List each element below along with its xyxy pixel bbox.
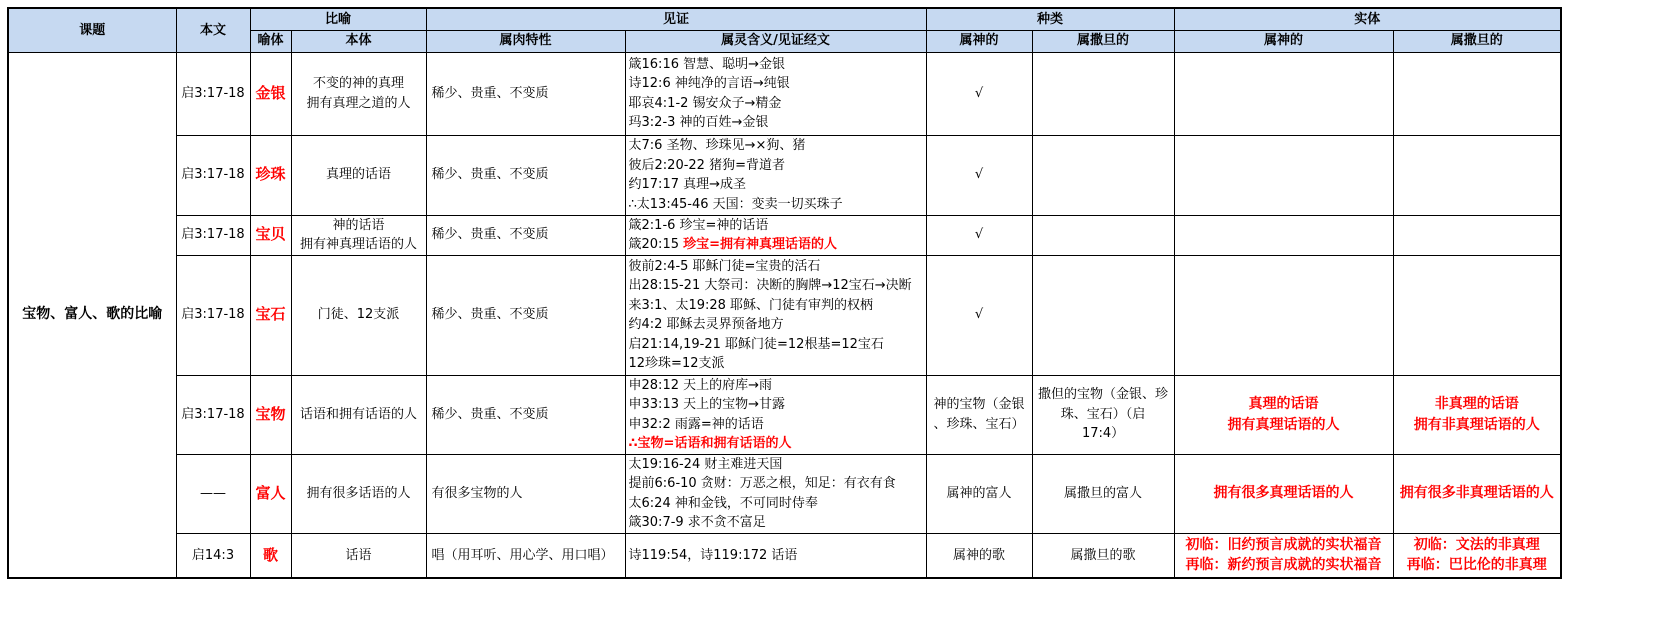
entity-god-cell — [1174, 135, 1393, 215]
table-row — [8, 135, 1561, 215]
table-row — [8, 533, 1561, 578]
text-cell: 启3:17-18 — [176, 375, 250, 454]
header-kind: 种类 — [926, 8, 1174, 30]
header-text: 本文 — [176, 8, 250, 52]
entity-god-cell — [1174, 52, 1393, 135]
verse-line: 箴16:16 智慧、聪明→金银 — [628, 56, 786, 72]
vehicle-cell: 歌 — [250, 533, 291, 578]
header-testimony: 见证 — [426, 8, 926, 30]
tenor-cell — [291, 375, 426, 454]
tenor-line: 拥有真理之道的人 — [306, 95, 411, 111]
text-cell: 启3:17-18 — [176, 255, 250, 375]
vehicle-cell: 金银 — [250, 52, 291, 135]
kind-satan-cell — [1032, 52, 1174, 135]
fleshly-cell: 稀少、贵重、不变质 — [426, 52, 625, 135]
tenor-line: 话语 — [345, 547, 372, 563]
table-row — [8, 454, 1561, 533]
fleshly-cell: 稀少、贵重、不变质 — [426, 255, 625, 375]
verses-cell — [625, 454, 926, 533]
fleshly-cell: 有很多宝物的人 — [426, 454, 625, 533]
entity-god-cell — [1174, 255, 1393, 375]
verse-line: 彼前2:4-5 耶稣门徒=宝贵的活石 — [628, 258, 821, 274]
kind-line: 属神的富人 — [946, 485, 1012, 501]
verse-line: 申28:12 天上的府库→雨 — [628, 377, 773, 393]
tenor-line: 神的话语 — [332, 217, 385, 233]
entity-line: 非真理的话语 — [1434, 396, 1519, 412]
verse-line: 来3:1、太19:28 耶稣、门徒有审判的权柄 — [628, 297, 874, 313]
verse-line: ∴太13:45-46 天国：变卖一切买珠子 — [628, 196, 843, 212]
check-mark: √ — [974, 85, 984, 101]
fleshly-cell: 稀少、贵重、不变质 — [426, 215, 625, 255]
table-row — [8, 375, 1561, 454]
kind-line: 17:4） — [1081, 426, 1125, 442]
tenor-cell — [291, 454, 426, 533]
entity-god-cell — [1174, 375, 1393, 454]
verse-line: 申33:13 天上的宝物→甘露 — [628, 397, 786, 412]
entity-line: 再临：新约预言成就的实状福音 — [1185, 557, 1382, 574]
parable-table — [7, 7, 1562, 579]
verse-line: 12珍珠=12支派 — [628, 356, 725, 371]
fleshly-cell: 稀少、贵重、不变质 — [426, 135, 625, 215]
entity-satan-cell — [1393, 375, 1561, 454]
entity-god-cell — [1174, 454, 1393, 533]
verses-cell — [625, 533, 926, 578]
kind-god-cell — [926, 375, 1032, 454]
topic-cell: 宝物、富人、歌的比喻 — [8, 52, 176, 578]
check-mark: √ — [974, 167, 984, 183]
text-cell: 启14:3 — [176, 533, 250, 578]
header-metaphor: 比喻 — [250, 8, 426, 30]
kind-line: 属神的歌 — [953, 547, 1006, 563]
kind-god-cell — [926, 135, 1032, 215]
kind-line: 属撒旦的富人 — [1064, 485, 1143, 501]
verses-cell — [625, 135, 926, 215]
tenor-cell — [291, 215, 426, 255]
verse-line: 诗119:54，诗119:172 话语 — [628, 547, 798, 563]
header-entity: 实体 — [1174, 8, 1561, 30]
verse-line: 玛3:2-3 神的百姓→金银 — [628, 115, 769, 130]
kind-satan-cell — [1032, 215, 1174, 255]
table-row — [8, 255, 1561, 375]
tenor-cell — [291, 52, 426, 135]
verse-line: 箴30:7-9 求不贪不富足 — [628, 515, 766, 530]
tenor-line: 话语和拥有话语的人 — [300, 406, 418, 422]
verse-line: 耶哀4:1-2 锡安众子→精金 — [628, 95, 782, 111]
entity-line: 再临：巴比伦的非真理 — [1406, 557, 1547, 574]
header-tenor: 本体 — [291, 30, 426, 52]
kind-satan-cell — [1032, 454, 1174, 533]
vehicle-cell: 宝贝 — [250, 215, 291, 255]
text-cell: 启3:17-18 — [176, 52, 250, 135]
entity-god-cell — [1174, 533, 1393, 578]
kind-line: 属撒旦的歌 — [1070, 547, 1136, 563]
text-cell: 启3:17-18 — [176, 135, 250, 215]
check-mark: √ — [974, 227, 984, 243]
entity-line: 拥有很多非真理话语的人 — [1399, 485, 1554, 502]
vehicle-cell: 宝物 — [250, 375, 291, 454]
vehicle-cell: 富人 — [250, 454, 291, 533]
verse-line — [629, 235, 923, 255]
verse-line: 出28:15-21 大祭司：决断的胸牌→12宝石→决断 — [628, 278, 912, 293]
entity-line: 拥有真理话语的人 — [1227, 416, 1340, 433]
entity-satan-cell — [1393, 255, 1561, 375]
verse-line: 约4:2 耶稣去灵界预备地方 — [628, 317, 784, 332]
entity-satan-cell — [1393, 135, 1561, 215]
tenor-line: 门徒、12支派 — [317, 307, 400, 323]
kind-line: 、珍珠、宝石） — [933, 416, 1025, 432]
vehicle-cell: 宝石 — [250, 255, 291, 375]
entity-god-cell — [1174, 215, 1393, 255]
header-kind-god: 属神的 — [926, 30, 1032, 52]
entity-line: 初临：旧约预言成就的实状福音 — [1185, 536, 1382, 553]
tenor-line: 不变的神的真理 — [313, 76, 405, 91]
entity-satan-cell — [1393, 215, 1561, 255]
entity-line: 拥有很多真理话语的人 — [1213, 485, 1354, 502]
fleshly-cell: 唱（用耳听、用心学、用口唱） — [426, 533, 625, 578]
verse-line: 约17:17 真理→成圣 — [628, 177, 747, 192]
header-entity-satan: 属撒旦的 — [1393, 30, 1561, 52]
verses-cell — [625, 255, 926, 375]
verses-cell — [625, 215, 926, 255]
kind-satan-cell — [1032, 375, 1174, 454]
kind-satan-cell — [1032, 255, 1174, 375]
header-entity-god: 属神的 — [1174, 30, 1393, 52]
header-fleshly: 属肉特性 — [426, 30, 625, 52]
verse-line: 太7:6 圣物、珍珠见→×狗、猪 — [628, 138, 806, 153]
verse-line: 太19:16-24 财主难进天国 — [628, 456, 783, 472]
verse-line: 提前6:6-10 贪财：万恶之根，知足：有衣有食 — [628, 476, 896, 491]
entity-satan-cell — [1393, 52, 1561, 135]
verse-line: 箴2:1-6 珍宝=神的话语 — [628, 217, 769, 233]
tenor-cell — [291, 255, 426, 375]
check-mark: √ — [974, 307, 984, 323]
kind-god-cell — [926, 533, 1032, 578]
verse-line: 彼后2:20-22 猪狗=背道者 — [628, 157, 785, 173]
header-topic: 课题 — [8, 8, 176, 52]
verses-cell — [625, 375, 926, 454]
verse-reference: 箴20:15 — [628, 237, 684, 252]
entity-line: 初临：文法的非真理 — [1413, 536, 1540, 553]
entity-line: 真理的话语 — [1248, 396, 1319, 412]
kind-satan-cell — [1032, 135, 1174, 215]
tenor-line: 真理的话语 — [326, 167, 392, 183]
text-cell: 启3:17-18 — [176, 215, 250, 255]
header-vehicle: 喻体 — [250, 30, 291, 52]
kind-line: 神的宝物（金银 — [933, 397, 1025, 412]
kind-god-cell — [926, 255, 1032, 375]
fleshly-cell: 稀少、贵重、不变质 — [426, 375, 625, 454]
header-kind-satan: 属撒旦的 — [1032, 30, 1174, 52]
entity-satan-cell — [1393, 454, 1561, 533]
kind-god-cell — [926, 52, 1032, 135]
kind-line: 撒但的宝物（金银、珍 — [1038, 387, 1169, 403]
tenor-cell — [291, 135, 426, 215]
table-row — [8, 215, 1561, 255]
header-spiritual: 属灵含义/见证经文 — [625, 30, 926, 52]
kind-god-cell — [926, 215, 1032, 255]
verse-line: 申32:2 雨露=神的话语 — [628, 416, 764, 432]
tenor-line: 拥有很多话语的人 — [306, 485, 411, 501]
tenor-cell — [291, 533, 426, 578]
kind-god-cell — [926, 454, 1032, 533]
verses-cell — [625, 52, 926, 135]
kind-satan-cell — [1032, 533, 1174, 578]
verse-emphasis: 珍宝=拥有神真理话语的人 — [683, 237, 838, 252]
kind-line: 珠、宝石）（启 — [1060, 406, 1146, 422]
entity-line: 拥有非真理话语的人 — [1413, 416, 1540, 433]
vehicle-cell: 珍珠 — [250, 135, 291, 215]
text-cell: —— — [176, 454, 250, 533]
table-row — [8, 52, 1561, 135]
verse-line: 诗12:6 神纯净的言语→纯银 — [628, 76, 790, 91]
tenor-line: 拥有神真理话语的人 — [300, 237, 418, 252]
entity-satan-cell — [1393, 533, 1561, 578]
verse-line: 启21:14,19-21 耶稣门徒=12根基=12宝石 — [628, 336, 884, 352]
verse-emphasis: ∴宝物=话语和拥有话语的人 — [628, 436, 792, 451]
verse-line: 太6:24 神和金钱，不可同时侍奉 — [628, 495, 818, 511]
header-row-top — [8, 8, 1561, 30]
